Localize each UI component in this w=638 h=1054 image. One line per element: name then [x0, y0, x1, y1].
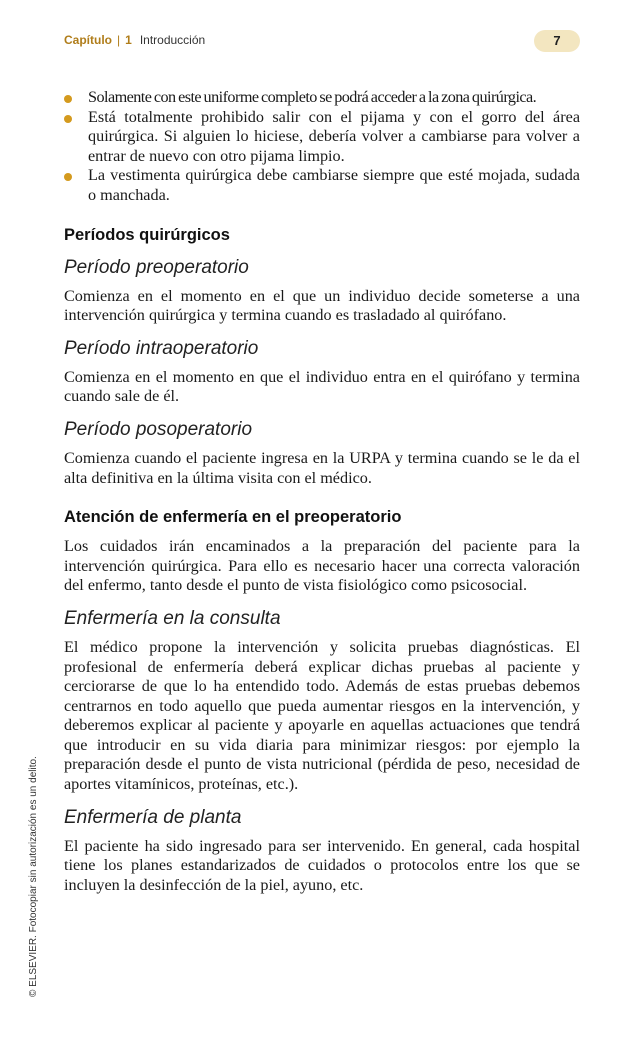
- copyright-notice: © ELSEVIER. Fotocopiar sin autorización es un delito.: [28, 756, 39, 997]
- paragraph: Los cuidados irán encaminados a la preparación del paciente para la intervención quirúrgica. Para ello es necesario hacer una correcta valoración del enfermo, tanto desde el punto de vista fisiológico como psicosocial.: [64, 537, 580, 595]
- chapter-label: Capítulo: [64, 33, 112, 47]
- subsection-title: Enfermería de planta: [64, 806, 242, 828]
- section-heading: Atención de enfermería en el preoperatorio: [64, 508, 402, 527]
- subsection-title: Período preoperatorio: [64, 256, 249, 278]
- paragraph: Comienza cuando el paciente ingresa en la URPA y termina cuando se le da el alta definitiva en la última visita con el médico.: [64, 448, 580, 487]
- subsection-title: Enfermería en la consulta: [64, 607, 281, 629]
- bullet-icon: [64, 95, 72, 103]
- subsection-title: Período posoperatorio: [64, 418, 253, 440]
- paragraph: Comienza en el momento en que el individuo entra en el quirófano y termina cuando sale de él.: [64, 367, 580, 406]
- bullet-icon: [64, 173, 72, 181]
- running-header: [64, 30, 580, 52]
- list-item: [64, 88, 580, 108]
- bullet-text: Solamente con este uniforme completo se podrá acceder a la zona quirúrgica.: [88, 88, 537, 106]
- list-item: [64, 108, 580, 167]
- subsection-title: Período intraoperatorio: [64, 337, 259, 359]
- list-item: [64, 166, 580, 205]
- bullet-list: [64, 88, 580, 206]
- bullet-text: Está totalmente prohibido salir con el pijama y con el gorro del área quirúrgica. Si alguien lo hiciese, debería volver a cambiarse para volver a entrar de nuevo con otro pijama limpio.: [88, 107, 580, 165]
- bullet-text: La vestimenta quirúrgica debe cambiarse siempre que esté mojada, sudada o manchada.: [88, 166, 580, 204]
- section-heading: Períodos quirúrgicos: [64, 225, 230, 244]
- chapter-number: 1: [125, 33, 132, 47]
- header-separator: |: [117, 33, 121, 47]
- chapter-info: [64, 33, 205, 47]
- paragraph: El médico propone la intervención y solicita pruebas diagnósticas. El profesional de enfermería deberá explicar dichas pruebas al paciente y cerciorarse de que lo ha entendido todo. Además de estas pruebas debemos centrarnos en todo aquello que pueda aumentar riesgos en la intervención, y deberemos explicar al paciente y apoyarle en aquellas actuaciones que tendrá que introducir en su vida diaria para minimizar riesgos: por ejemplo la preparación desde el punto de vista nutricional (pérdida de peso, necesidad de aportes vitamínicos, proteínas, etc.).: [64, 637, 580, 794]
- paragraph: Comienza en el momento en el que un individuo decide someterse a una intervención quirúrgica y termina cuando es trasladado al quirófano.: [64, 286, 580, 325]
- chapter-title: Introducción: [139, 33, 206, 47]
- page-content: [64, 88, 580, 895]
- page-number: 7: [534, 30, 580, 52]
- paragraph: El paciente ha sido ingresado para ser intervenido. En general, cada hospital tiene los planes estandarizados de cuidados o protocolos entre los que se incluyen la desinfección de la piel, ayuno, etc.: [64, 836, 580, 894]
- bullet-icon: [64, 115, 72, 123]
